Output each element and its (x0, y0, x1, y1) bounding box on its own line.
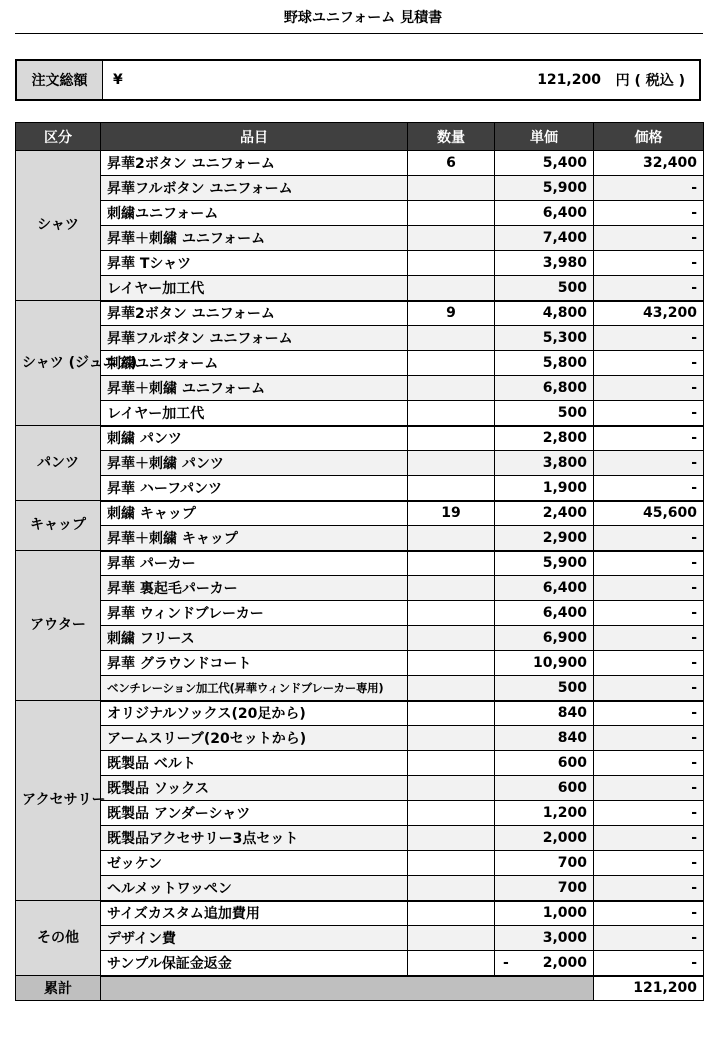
item-name: ベンチレーション加工代(昇華ウィンドブレーカー専用) (101, 676, 408, 701)
unit-price-value: 840 (557, 730, 587, 746)
table-row (16, 501, 704, 526)
price-cell: - (594, 726, 704, 751)
unit-price-cell (495, 826, 594, 851)
table-row (16, 326, 704, 351)
unit-price-value: 500 (557, 404, 587, 421)
unit-price-value: 700 (557, 855, 587, 871)
item-name: 昇華2ボタン ユニフォーム (101, 151, 408, 176)
item-name: アームスリーブ(20セットから) (101, 726, 408, 751)
item-name: 既製品アクセサリー3点セット (101, 826, 408, 851)
unit-price-cell (495, 801, 594, 826)
price-cell: - (594, 526, 704, 551)
item-name: 既製品 ソックス (101, 776, 408, 801)
quantity-cell (408, 651, 495, 676)
quantity-cell (408, 851, 495, 876)
item-name: 昇華2ボタン ユニフォーム (101, 301, 408, 326)
quantity-cell: 19 (408, 501, 495, 526)
item-name: 昇華＋刺繍 ユニフォーム (101, 226, 408, 251)
unit-price-cell (495, 251, 594, 276)
unit-price-cell (495, 651, 594, 676)
unit-price-value: 700 (557, 879, 587, 896)
quantity-cell (408, 876, 495, 901)
category-cell: キャップ (16, 501, 101, 551)
item-name: 昇華 裏起毛パーカー (101, 576, 408, 601)
item-name: 刺繍 パンツ (101, 426, 408, 451)
unit-price-cell (495, 851, 594, 876)
item-name: 刺繍 キャップ (101, 501, 408, 526)
table-row (16, 701, 704, 726)
price-cell: - (594, 676, 704, 701)
price-cell: - (594, 826, 704, 851)
unit-price-cell (495, 876, 594, 901)
item-name: 昇華 グラウンドコート (101, 651, 408, 676)
unit-price-value: 3,800 (542, 455, 587, 471)
price-cell: - (594, 276, 704, 301)
unit-price-value: 2,900 (542, 529, 587, 546)
unit-price-value: 600 (557, 780, 587, 796)
unit-price-cell (495, 526, 594, 551)
unit-price-cell (495, 201, 594, 226)
table-row (16, 601, 704, 626)
table-header-row (16, 123, 704, 151)
item-name: デザイン費 (101, 926, 408, 951)
unit-price-cell (495, 751, 594, 776)
unit-price-value: 500 (557, 279, 587, 296)
category-cell: その他 (16, 901, 101, 976)
unit-price-value: 500 (557, 679, 587, 696)
quantity-cell (408, 626, 495, 651)
order-total-box (15, 59, 701, 101)
unit-price-value: 1,000 (542, 905, 587, 922)
table-row (16, 626, 704, 651)
table-row (16, 201, 704, 226)
item-name: サイズカスタム追加費用 (101, 901, 408, 926)
table-row (16, 226, 704, 251)
quantity-cell (408, 351, 495, 376)
quantity-cell (408, 801, 495, 826)
cumulative-blank (101, 976, 594, 1001)
item-name: 昇華 ウィンドブレーカー (101, 601, 408, 626)
table-row (16, 676, 704, 701)
table-row (16, 726, 704, 751)
table-row (16, 951, 704, 976)
quantity-cell (408, 551, 495, 576)
unit-price-value: 3,000 (542, 930, 587, 946)
price-cell: - (594, 401, 704, 426)
quantity-cell (408, 526, 495, 551)
unit-price-value: 4,800 (542, 305, 587, 322)
table-row (16, 751, 704, 776)
quantity-cell (408, 776, 495, 801)
unit-price-value: 2,400 (542, 505, 587, 522)
unit-price-value: 6,400 (542, 580, 587, 596)
table-row (16, 176, 704, 201)
item-name: ゼッケン (101, 851, 408, 876)
price-cell: 32,400 (594, 151, 704, 176)
unit-price-value: 7,400 (542, 230, 587, 246)
estimate-table-body (16, 151, 704, 976)
unit-price-value: 600 (557, 755, 587, 771)
table-row (16, 276, 704, 301)
item-name: 既製品 ベルト (101, 751, 408, 776)
price-cell: - (594, 651, 704, 676)
cumulative-total: 121,200 (594, 976, 704, 1001)
order-total-amount (163, 61, 699, 99)
quantity-cell (408, 826, 495, 851)
category-cell: シャツ (16, 151, 101, 301)
quantity-cell (408, 251, 495, 276)
price-cell: - (594, 876, 704, 901)
price-cell: - (594, 176, 704, 201)
price-cell: - (594, 326, 704, 351)
quantity-cell (408, 951, 495, 976)
unit-price-value: 3,980 (542, 255, 587, 271)
quantity-cell (408, 701, 495, 726)
category-cell: パンツ (16, 426, 101, 501)
quantity-cell (408, 326, 495, 351)
unit-price-value: 5,900 (542, 180, 587, 196)
item-name: サンプル保証金返金 (101, 951, 408, 976)
quantity-cell (408, 601, 495, 626)
quantity-cell (408, 226, 495, 251)
unit-price-value: 840 (557, 705, 587, 722)
unit-price-cell (495, 401, 594, 426)
table-row (16, 151, 704, 176)
unit-price-cell (495, 576, 594, 601)
negative-sign: - (503, 954, 509, 971)
unit-price-value: 1,900 (542, 479, 587, 496)
unit-price-value: 6,400 (542, 605, 587, 621)
order-total-suffix: 円 ( 税込 ) (615, 73, 685, 89)
unit-price-cell (495, 176, 594, 201)
price-cell: - (594, 776, 704, 801)
quantity-cell (408, 401, 495, 426)
quantity-cell: 9 (408, 301, 495, 326)
unit-price-value: 5,800 (542, 355, 587, 371)
quantity-cell (408, 276, 495, 301)
unit-price-cell (495, 626, 594, 651)
unit-price-cell (495, 726, 594, 751)
quantity-cell (408, 676, 495, 701)
quantity-cell: 6 (408, 151, 495, 176)
table-row (16, 301, 704, 326)
unit-price-value: 5,300 (542, 330, 587, 346)
unit-price-cell (495, 351, 594, 376)
table-row (16, 376, 704, 401)
item-name: 昇華フルボタン ユニフォーム (101, 176, 408, 201)
order-total-label: 注文総額 (17, 61, 103, 99)
item-name: 昇華＋刺繍 ユニフォーム (101, 376, 408, 401)
item-name: 刺繍 フリース (101, 626, 408, 651)
document-title: 野球ユニフォーム 見積書 (283, 10, 443, 26)
table-row (16, 476, 704, 501)
order-total-value: 121,200 (537, 72, 601, 88)
unit-price-cell (495, 951, 594, 976)
item-name: 昇華 パーカー (101, 551, 408, 576)
price-cell: - (594, 576, 704, 601)
table-row (16, 251, 704, 276)
table-row (16, 351, 704, 376)
unit-price-value: 2,000 (542, 954, 587, 971)
quantity-cell (408, 201, 495, 226)
price-cell: - (594, 551, 704, 576)
table-row (16, 651, 704, 676)
unit-price-value: 6,900 (542, 630, 587, 646)
unit-price-value: 2,000 (542, 830, 587, 846)
header-category: 区分 (16, 123, 101, 151)
unit-price-cell (495, 301, 594, 326)
header-qty: 数量 (408, 123, 495, 151)
unit-price-cell (495, 276, 594, 301)
item-name: レイヤー加工代 (101, 401, 408, 426)
unit-price-cell (495, 151, 594, 176)
quantity-cell (408, 376, 495, 401)
price-cell: - (594, 951, 704, 976)
table-row (16, 851, 704, 876)
unit-price-value: 10,900 (532, 655, 587, 671)
price-cell: - (594, 851, 704, 876)
unit-price-cell (495, 426, 594, 451)
unit-price-cell (495, 476, 594, 501)
quantity-cell (408, 926, 495, 951)
price-cell: - (594, 376, 704, 401)
category-cell: シャツ (ジュニア) (16, 301, 101, 426)
table-row (16, 826, 704, 851)
item-name: 昇華フルボタン ユニフォーム (101, 326, 408, 351)
price-cell: - (594, 201, 704, 226)
unit-price-value: 5,400 (542, 155, 587, 171)
table-row (16, 526, 704, 551)
table-row (16, 776, 704, 801)
header-price: 価格 (594, 123, 704, 151)
table-row (16, 876, 704, 901)
quantity-cell (408, 751, 495, 776)
unit-price-value: 2,800 (542, 430, 587, 447)
unit-price-cell (495, 701, 594, 726)
quantity-cell (408, 576, 495, 601)
unit-price-cell (495, 376, 594, 401)
table-row (16, 401, 704, 426)
table-row (16, 576, 704, 601)
unit-price-cell (495, 901, 594, 926)
category-cell: アウター (16, 551, 101, 701)
unit-price-value: 6,400 (542, 205, 587, 221)
table-row (16, 801, 704, 826)
price-cell: - (594, 451, 704, 476)
price-cell: - (594, 601, 704, 626)
title-underline (15, 33, 703, 34)
unit-price-value: 6,800 (542, 380, 587, 396)
item-name: 昇華＋刺繍 キャップ (101, 526, 408, 551)
price-cell: 45,600 (594, 501, 704, 526)
price-cell: - (594, 351, 704, 376)
table-row (16, 926, 704, 951)
item-name: 刺繍ユニフォーム (101, 351, 408, 376)
quantity-cell (408, 451, 495, 476)
unit-price-cell (495, 451, 594, 476)
table-row (16, 551, 704, 576)
quantity-cell (408, 176, 495, 201)
unit-price-cell (495, 601, 594, 626)
unit-price-value: 5,900 (542, 555, 587, 572)
unit-price-cell (495, 326, 594, 351)
price-cell: - (594, 226, 704, 251)
price-cell: - (594, 701, 704, 726)
item-name: ヘルメットワッペン (101, 876, 408, 901)
item-name: 昇華 Tシャツ (101, 251, 408, 276)
cumulative-label: 累計 (16, 976, 101, 1001)
item-name: 既製品 アンダーシャツ (101, 801, 408, 826)
unit-price-cell (495, 551, 594, 576)
price-cell: - (594, 751, 704, 776)
price-cell: - (594, 626, 704, 651)
price-cell: - (594, 476, 704, 501)
unit-price-cell (495, 226, 594, 251)
quantity-cell (408, 426, 495, 451)
price-cell: - (594, 801, 704, 826)
quantity-cell (408, 901, 495, 926)
quantity-cell (408, 726, 495, 751)
unit-price-cell (495, 926, 594, 951)
quantity-cell (408, 476, 495, 501)
price-cell: 43,200 (594, 301, 704, 326)
item-name: 昇華＋刺繍 パンツ (101, 451, 408, 476)
price-cell: - (594, 901, 704, 926)
unit-price-value: 1,200 (542, 805, 587, 821)
unit-price-cell (495, 501, 594, 526)
price-cell: - (594, 426, 704, 451)
estimate-table (15, 122, 704, 1001)
yen-sign: ¥ (113, 72, 123, 88)
cumulative-total-row (16, 976, 704, 1001)
item-name: レイヤー加工代 (101, 276, 408, 301)
item-name: オリジナルソックス(20足から) (101, 701, 408, 726)
item-name: 昇華 ハーフパンツ (101, 476, 408, 501)
price-cell: - (594, 251, 704, 276)
unit-price-cell (495, 776, 594, 801)
category-cell: アクセサリー (16, 701, 101, 901)
header-item: 品目 (101, 123, 408, 151)
header-unit-price: 単価 (495, 123, 594, 151)
price-cell: - (594, 926, 704, 951)
unit-price-cell (495, 676, 594, 701)
table-row (16, 901, 704, 926)
table-row (16, 451, 704, 476)
table-row (16, 426, 704, 451)
item-name: 刺繍ユニフォーム (101, 201, 408, 226)
